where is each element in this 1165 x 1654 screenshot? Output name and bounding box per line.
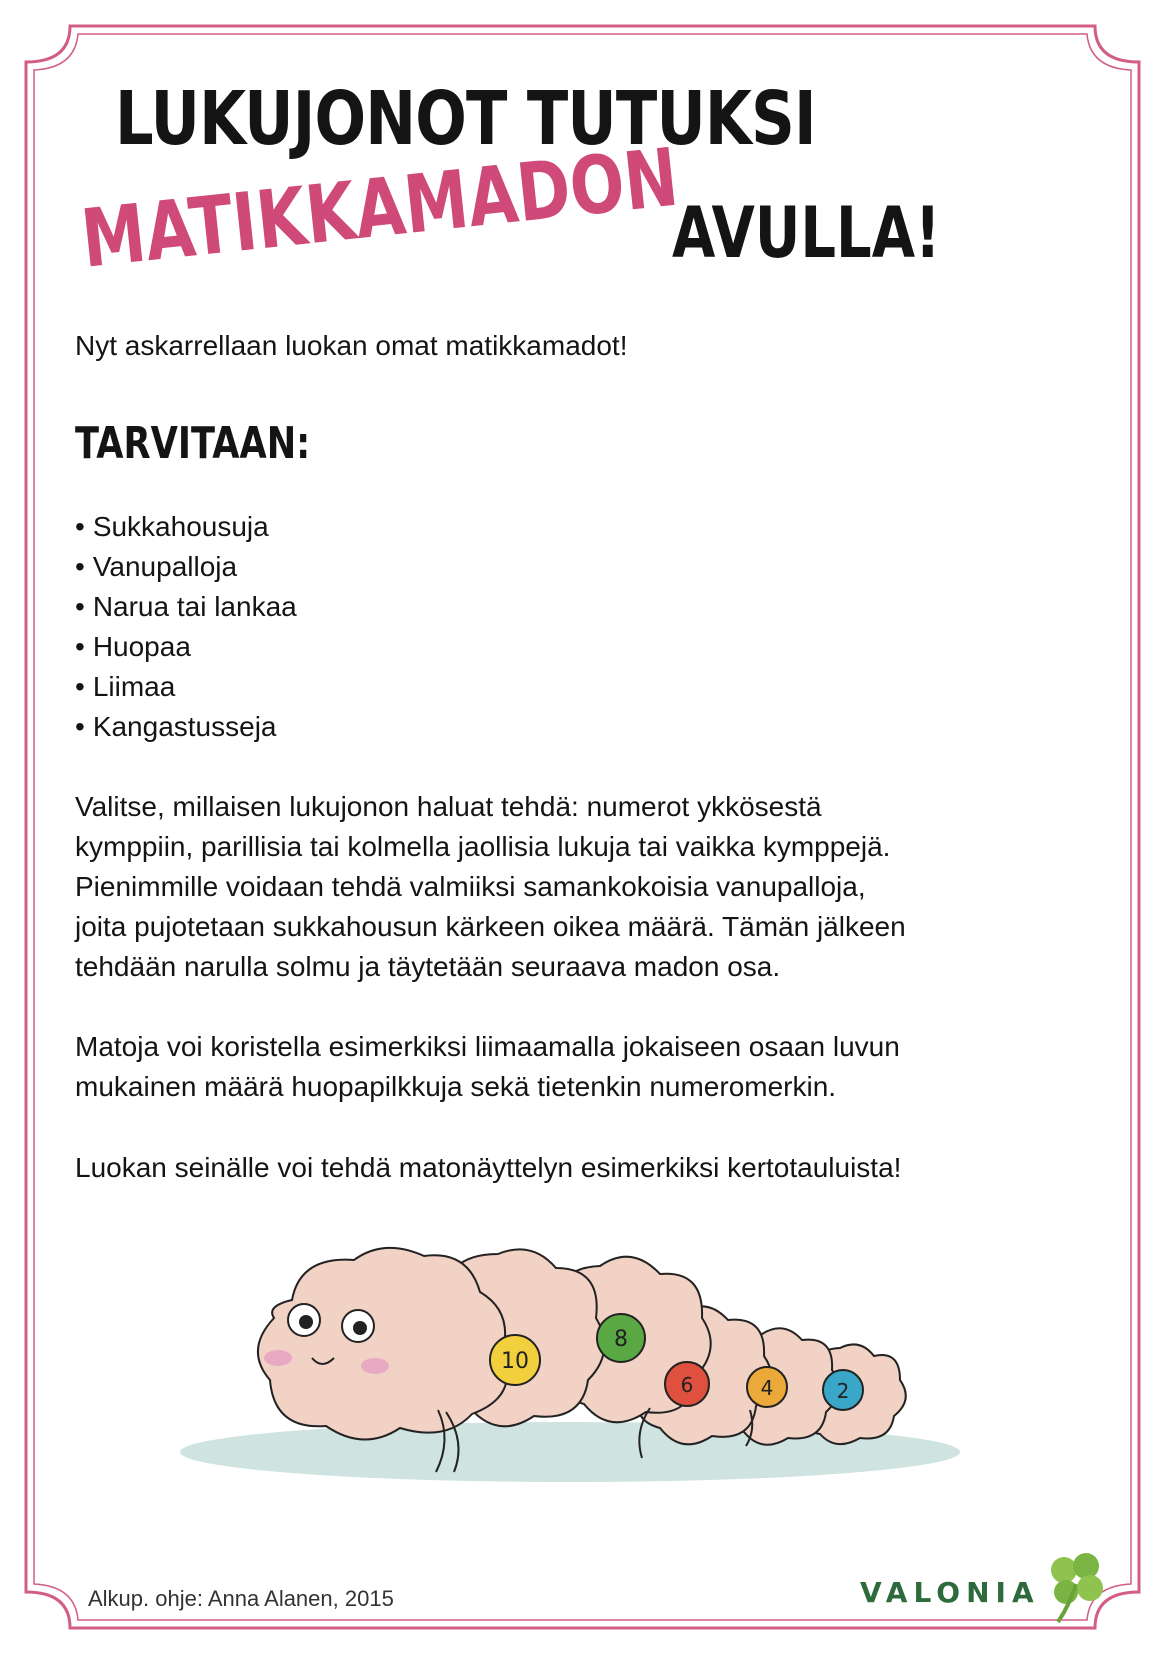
- valonia-logo: VALONIA: [860, 1576, 1040, 1609]
- worm-cheek: [264, 1350, 292, 1366]
- list-item: [75, 547, 297, 587]
- credit-text: Alkup. ohje: Anna Alanen, 2015: [88, 1586, 394, 1611]
- list-item: [75, 667, 297, 707]
- worm-spot-number: 6: [680, 1373, 694, 1397]
- list-item: [75, 587, 297, 627]
- worm-cheek: [361, 1358, 389, 1374]
- instructions-paragraph: Valitse, millaisen lukujonon haluat tehdä: numerot ykkösestä kymppiin, parillisia tai kolmella jaollisia lukuja tai vaikka kymppejä. Pienimmille voidaan tehdä valmiiksi samankokoisia vanupalloja, joita pujotetaan sukkahousun kärkeen oikea määrä. Tämän jälkeen tehdään narulla solmu ja täytetään seuraava madon osa.: [75, 791, 906, 982]
- list-item: [75, 627, 297, 667]
- worm-illustration: [180, 1240, 1020, 1510]
- worm-spot-number: 4: [760, 1376, 774, 1400]
- intro-text: Nyt askarrellaan luokan omat matikkamadot!: [75, 330, 628, 361]
- decoration-paragraph: Matoja voi koristella esimerkiksi liimaamalla jokaiseen osaan luvun mukainen määrä huopapilkkuja sekä tietenkin numeromerkin.: [75, 1031, 900, 1102]
- title-highlight: MATIKKAMADON: [77, 130, 683, 286]
- bullet: •: [75, 551, 85, 582]
- worm-spot-number: 2: [836, 1379, 850, 1403]
- exhibition-paragraph: Luokan seinälle voi tehdä matonäyttelyn esimerkiksi kertotauluista!: [75, 1152, 902, 1183]
- materials-list: [75, 507, 297, 747]
- title-line-2-end: AVULLA!: [672, 192, 941, 274]
- material-label: Liimaa: [92, 671, 176, 702]
- worm-spot-number: 10: [501, 1349, 529, 1374]
- bullet: •: [75, 511, 85, 542]
- bullet: •: [75, 711, 85, 742]
- worm-head: [258, 1248, 507, 1440]
- list-item: [75, 507, 297, 547]
- material-label: Vanupalloja: [92, 551, 238, 582]
- material-label: Huopaa: [92, 631, 191, 662]
- material-label: Sukkahousuja: [92, 511, 269, 542]
- materials-heading: TARVITAAN:: [75, 418, 311, 469]
- list-item: [75, 707, 297, 747]
- bullet: •: [75, 671, 85, 702]
- bullet: •: [75, 631, 85, 662]
- bullet: •: [75, 591, 85, 622]
- material-label: Kangastusseja: [92, 711, 277, 742]
- title-line-1: LUKUJONOT TUTUKSI: [115, 76, 816, 162]
- clover-icon: [1040, 1548, 1112, 1628]
- worm-pupil: [353, 1321, 367, 1335]
- worm-spot-number: 8: [614, 1327, 628, 1352]
- material-label: Narua tai lankaa: [92, 591, 297, 622]
- worm-pupil: [299, 1315, 313, 1329]
